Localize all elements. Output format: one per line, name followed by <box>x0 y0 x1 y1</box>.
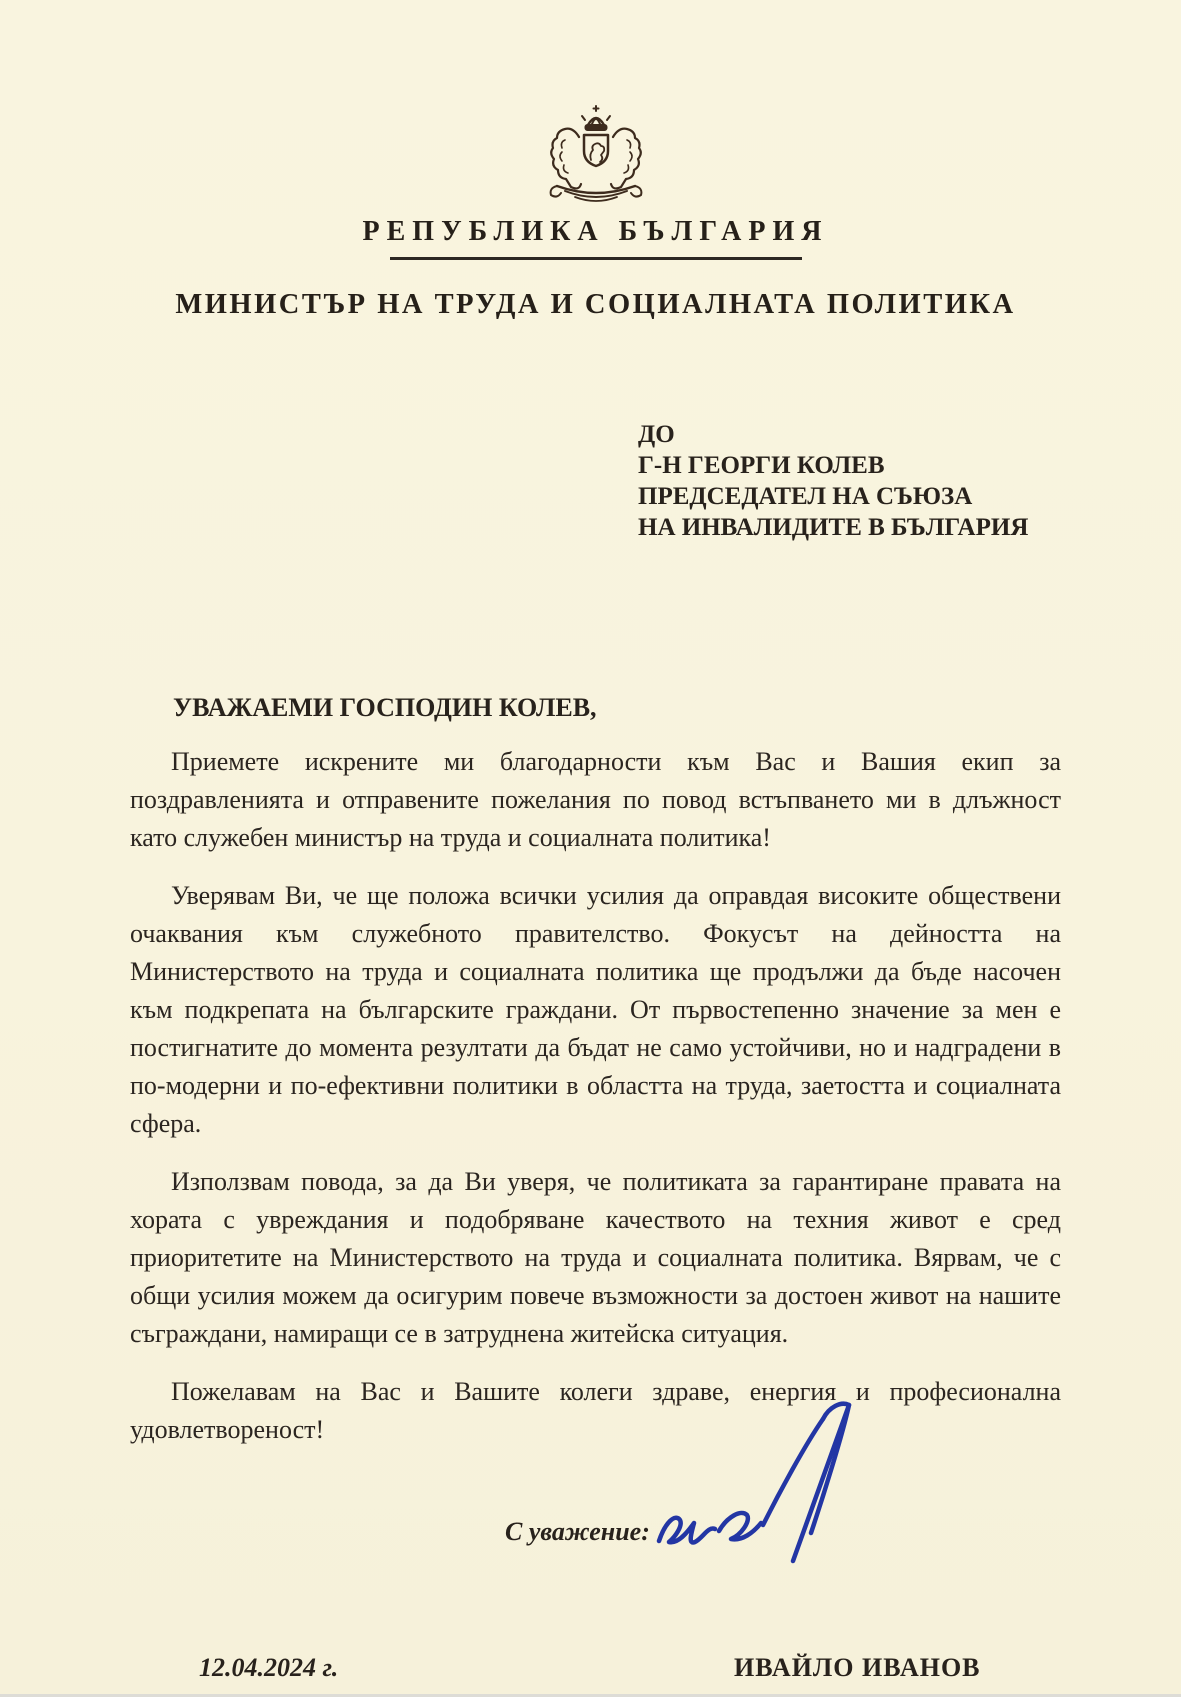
letter-body <box>130 693 1061 1449</box>
coat-of-arms-icon <box>535 104 657 206</box>
minister-title: МИНИСТЪР НА ТРУДА И СОЦИАЛНАТА ПОЛИТИКА <box>175 289 1016 320</box>
signatory-name: ИВАЙЛО ИВАНОВ <box>734 1653 981 1682</box>
closing-label: С уважение: <box>505 1517 650 1546</box>
recipient-line-to: ДО <box>638 421 675 448</box>
closing-row <box>130 1511 1061 1557</box>
recipient-line-org: НА ИНВАЛИДИТЕ В БЪЛГАРИЯ <box>638 514 1029 541</box>
signature-autograph-icon <box>645 1393 865 1583</box>
letter-date: 12.04.2024 г. <box>199 1653 339 1682</box>
recipient-block <box>638 419 1061 543</box>
recipient-line-title: ПРЕДСЕДАТЕЛ НА СЪЮЗА <box>638 483 973 510</box>
paragraph-2: Уверявам Ви, че ще положа всички усилия да оправдая високите обществени очаквания към служебното правителство. Фокусът на дейността на Министерството на труда и социалната политика ще продължи да бъде насочен към подкрепата на българските граждани. От първостепенно значение за мен е постигнатите до момента резултати да бъдат не само устойчиви, но и надградени в по-модерни и по-ефективни политики в областта на труда, заетостта и социалната сфера. <box>130 881 1061 1138</box>
letterhead <box>130 0 1061 321</box>
bottom-row <box>130 1653 1061 1693</box>
title-underline <box>390 257 802 260</box>
recipient-line-name: Г-Н ГЕОРГИ КОЛЕВ <box>638 452 885 479</box>
republic-title: РЕПУБЛИКА БЪЛГАРИЯ <box>362 216 829 247</box>
paragraph-3: Използвам повода, за да Ви уверя, че политиката за гарантиране правата на хората с увреждания и подобряване качеството на техния живот е сред приоритетите на Министерството на труда и социалната политика. Вярвам, че с общи усилия можем да осигурим повече възможности за достоен живот на нашите съграждани, намиращи се в затруднена житейска ситуация. <box>130 1167 1061 1348</box>
salutation: УВАЖАЕМИ ГОСПОДИН КОЛЕВ, <box>173 693 597 722</box>
paragraph-1: Приемете искрените ми благодарности към Вас и Вашия екип за поздравленията и отправените пожелания по повод встъпването ми в длъжност като служебен министър на труда и социалната политика! <box>130 747 1061 852</box>
paragraph-4: Пожелавам на Вас и Вашите колеги здраве, енергия и професионална удовлетвореност! <box>130 1377 1061 1444</box>
